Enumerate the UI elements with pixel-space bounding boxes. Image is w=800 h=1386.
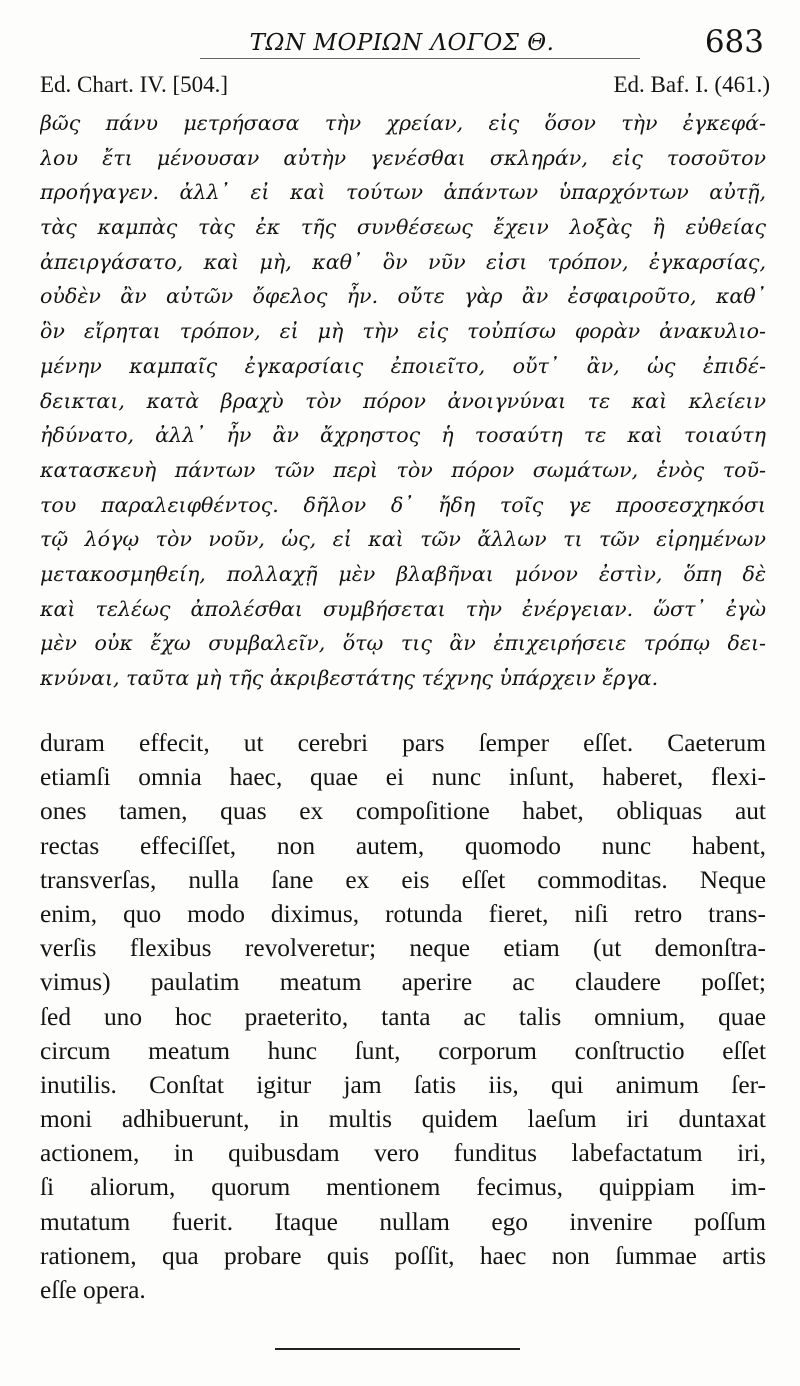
- edition-basel-ref: Ed. Baf. I. (461.): [613, 72, 770, 97]
- greek-text-line: οὐδὲν ἂν αὐτῶν ὄφελος ἦν. οὔτε γὰρ ἂν ἐσφαιροῦτο, καθ᾽: [40, 284, 766, 309]
- latin-text-line: inutilis. Conſtat igitur jam ſatis iis, qui animum ſer-: [40, 1070, 766, 1099]
- latin-text-line: vimus) paulatim meatum aperire ac claudere poſſet;: [40, 968, 766, 997]
- edition-references: [40, 72, 770, 102]
- latin-text-line: circum meatum hunc ſunt, corporum conſtructio eſſet: [40, 1036, 766, 1065]
- latin-text-line: moni adhibuerunt, in multis quidem laeſum iri duntaxat: [40, 1105, 766, 1134]
- header-rule: [200, 58, 640, 59]
- latin-text-line: transverſas, nulla ſane ex eis eſſet commoditas. Neque: [40, 865, 766, 894]
- latin-text-line: enim, quo modo diximus, rotunda fieret, niſi retro trans-: [40, 899, 766, 928]
- latin-text-line: rationem, qua probare quis poſſit, haec non ſummae artis: [40, 1241, 766, 1270]
- edition-chart-ref: Ed. Chart. IV. [504.]: [40, 72, 229, 97]
- latin-text-block: [40, 726, 766, 1307]
- footer-rule: [275, 1348, 520, 1350]
- running-head: [40, 22, 764, 62]
- greek-text-line: κνύναι, ταῦτα μὴ τῆς ἀκριβεστάτης τέχνης ὑπάρχειν ἔργα.: [40, 666, 659, 690]
- greek-text-line: τῷ λόγῳ τὸν νοῦν, ὡς, εἰ καὶ τῶν ἄλλων τι τῶν εἰρημένων: [40, 527, 766, 552]
- latin-text-line: rectas effeciſſet, non autem, quomodo nunc habent,: [40, 831, 766, 860]
- greek-text-line: δεικται, κατὰ βραχὺ τὸν πόρον ἀνοιγνύναι τε καὶ κλείειν: [40, 388, 766, 413]
- latin-text-line: ſi aliorum, quorum mentionem fecimus, quippiam im-: [40, 1173, 766, 1202]
- running-title: ΤΩΝ ΜΟΡΙΩΝ ΛΟΓΟΣ Θ.: [249, 30, 555, 56]
- greek-text-line: μὲν οὐκ ἔχω συμβαλεῖν, ὅτῳ τις ἂν ἐπιχειρήσειε τρόπῳ δει-: [40, 631, 766, 656]
- latin-text-line: verſis flexibus revolveretur; neque etiam (ut demonſtra-: [40, 934, 766, 963]
- greek-text-block: [40, 106, 766, 696]
- latin-text-line: etiamſi omnia haec, quae ei nunc inſunt, haberet, flexi-: [40, 763, 766, 792]
- greek-text-line: ὃν εἴρηται τρόπον, εἰ μὴ τὴν εἰς τοὐπίσω φορὰν ἀνακυλιο-: [40, 319, 766, 344]
- latin-text-line: mutatum fuerit. Itaque nullam ego invenire poſſum: [40, 1207, 766, 1236]
- page-number: 683: [704, 24, 764, 60]
- greek-text-line: καὶ τελέως ἀπολέσθαι συμβήσεται τὴν ἐνέργειαν. ὥστ᾽ ἐγὼ: [40, 596, 766, 621]
- greek-text-line: βῶς πάνυ μετρήσασα τὴν χρείαν, εἰς ὅσον τὴν ἐγκεφά-: [40, 111, 766, 135]
- greek-text-line: ἠδύνατο, ἀλλ᾽ ἦν ἂν ἄχρηστος ἡ τοσαύτη τε καὶ τοιαύτη: [40, 423, 766, 448]
- latin-text-line: ones tamen, quas ex compoſitione habet, obliquas aut: [40, 797, 766, 826]
- latin-text-line: actionem, in quibusdam vero funditus labefactatum iri,: [40, 1139, 766, 1168]
- greek-text-line: μένην καμπαῖς ἐγκαρσίαις ἐποιεῖτο, οὔτ᾽ ἂν, ὡς ἐπιδέ-: [40, 353, 766, 378]
- greek-text-line: του παραλειφθέντος. δῆλον δ᾽ ἤδη τοῖς γε προσεσχηκόσι: [40, 492, 766, 517]
- greek-text-line: μετακοσμηθείη, πολλαχῇ μὲν βλαβῆναι μόνον ἐστὶν, ὅπη δὲ: [40, 561, 766, 586]
- latin-text-line: eſſe opera.: [40, 1276, 146, 1304]
- greek-text-line: προήγαγεν. ἀλλ᾽ εἰ καὶ τούτων ἁπάντων ὑπαρχόντων αὐτῇ,: [40, 180, 766, 205]
- greek-text-line: κατασκευὴ πάντων τῶν περὶ τὸν πόρον σωμάτων, ἑνὸς τοῦ-: [40, 457, 766, 482]
- greek-text-line: ἀπειργάσατο, καὶ μὴ, καθ᾽ ὃν νῦν εἰσι τρόπον, ἐγκαρσίας,: [40, 249, 766, 274]
- latin-text-line: ſed uno hoc praeterito, tanta ac talis omnium, quae: [40, 1002, 766, 1031]
- latin-text-line: duram effecit, ut cerebri pars ſemper eſſet. Caeterum: [40, 729, 766, 757]
- greek-text-line: τὰς καμπὰς τὰς ἐκ τῆς συνθέσεως ἔχειν λοξὰς ἢ εὐθείας: [40, 215, 766, 240]
- greek-text-line: λου ἔτι μένουσαν αὐτὴν γενέσθαι σκληράν, εἰς τοσοῦτον: [40, 145, 766, 170]
